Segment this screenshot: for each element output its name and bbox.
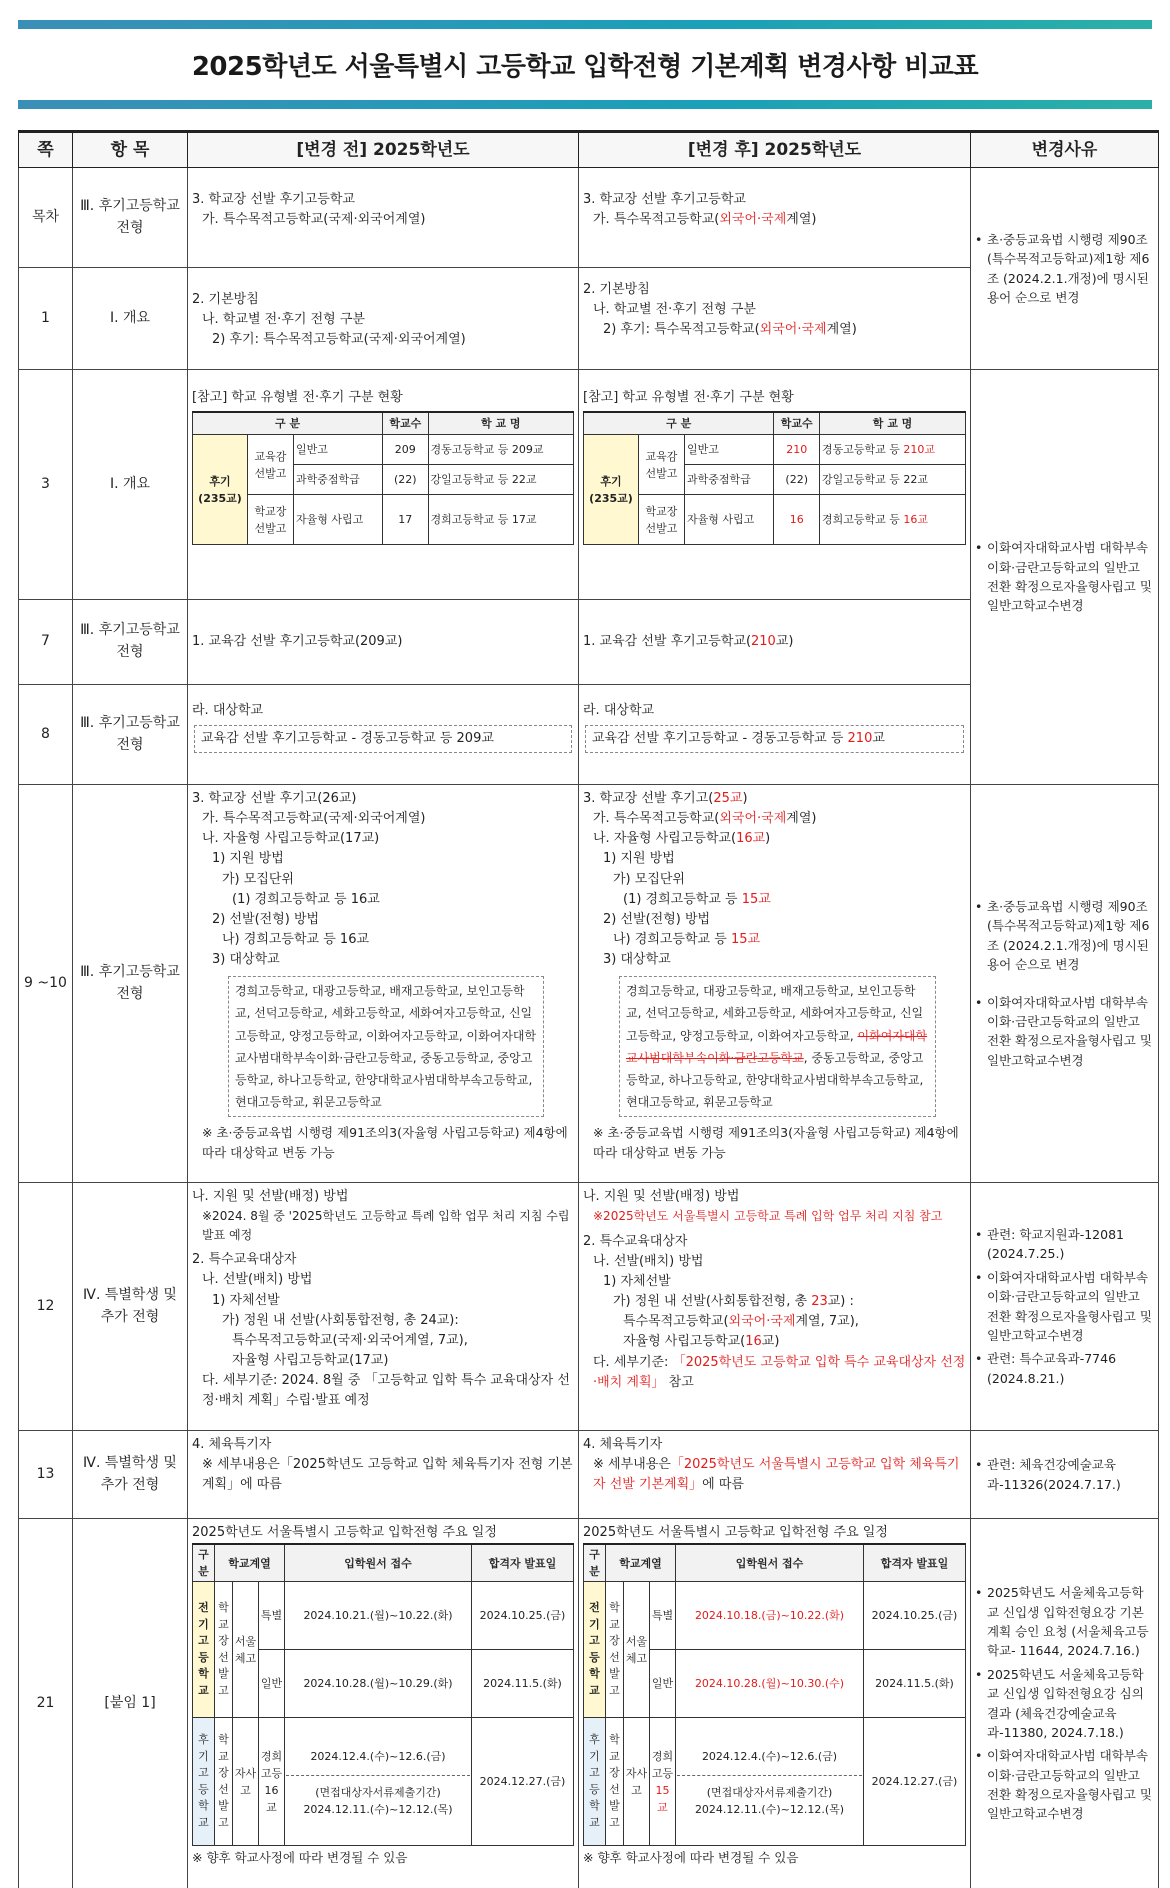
document-title: 2025학년도 서울특별시 고등학교 입학전형 기본계획 변경사항 비교표 <box>191 52 979 82</box>
reason-cell <box>971 1431 1159 1519</box>
row-3 <box>19 370 1159 600</box>
comparison-table <box>18 130 1159 1888</box>
row-12 <box>19 1183 1159 1431</box>
bottom-accent-bar <box>18 100 1152 109</box>
table-caption: 2025학년도 서울특별시 고등학교 입학전형 주요 일정 <box>583 1525 888 1540</box>
header-page: 쪽 <box>19 132 73 168</box>
text-line: 2. 기본방침 <box>583 282 650 297</box>
before-cell: 4. 체육특기자 ※ 세부내용은「2025학년도 고등학교 입학 체육특기자 전형 기본계획」에 따름 <box>188 1431 579 1519</box>
page-cell: 1 <box>19 268 73 370</box>
header-row <box>19 132 1159 168</box>
item-cell: Ⅰ. 개요 <box>73 370 188 600</box>
page-cell: 13 <box>19 1431 73 1519</box>
row-toc <box>19 168 1159 268</box>
header-before: [변경 전] 2025학년도 <box>188 132 579 168</box>
table-caption: [참고] 학교 유형별 전·후기 구분 현황 <box>583 390 794 405</box>
reason-item: • 2025학년도 서울체육고등학교 신입생 입학전형요강 기본계획 승인 요청 (서울체육고등학교- 11644, 2024.7.16.) <box>975 1583 1154 1661</box>
schedule-table: 구분 학교계열 입학원서 접수 합격자 발표일 전기고등학교 학교장선발고 서울체고 특별 2024.10.18.(금)~10.22.(화) 2024.10.25.(금) 일반 2024.10.28.(월)~10.30.(수) 2024.11.5.(화) 후기고등학교 학교장선발고 자사고 경희고등15교 2024.12.4.(수)~12.6.(금) (면접대상자서류제출기간) 2024.12.11.(수)~12.12.(목) 2024.12.27.(금) <box>583 1543 966 1846</box>
before-cell <box>188 168 579 268</box>
page-cell: 9 ~10 <box>19 785 73 1183</box>
row-13 <box>19 1431 1159 1519</box>
item-cell: Ⅲ. 후기고등학교 전형 <box>73 600 188 685</box>
item-cell: Ⅲ. 후기고등학교 전형 <box>73 785 188 1183</box>
before-cell: 3. 학교장 선발 후기고(26교) 가. 특수목적고등학교(국제·외국어계열) 나. 자율형 사립고등학교(17교) 1) 지원 방법 가) 모집단위 (1) 경희고등학교 등 16교 2) 선발(전형) 방법 나) 경희고등학교 등 16교 3) 대상학교 경희고등학교, 대광고등학교, 배재고등학교, 보인고등학교, 선덕고등학교, 세화고등학교, 세화여자고등학교, 신일고등학교, 양정고등학교, 이화여자고등학교, 이화여자대학교사범대학부속이화·금란고등학교, 중동고등학교, 중앙고등학교, 하나고등학교, 한양대학교사범대학부속고등학교, 현대고등학교, 휘문고등학교 ※ 초·중등교육법 시행령 제91조의3(자율형 사립고등학교) 제4항에 따라 대상학교 변동 가능 <box>188 785 579 1183</box>
after-cell: 4. 체육특기자 ※ 세부내용은「2025학년도 서울특별시 고등학교 입학 체육특기자 선발 기본계획」에 따름 <box>579 1431 971 1519</box>
text-line: 2. 기본방침 <box>192 292 259 307</box>
text-line: 3. 학교장 선발 후기고등학교 <box>583 192 746 207</box>
text-line: 라. 대상학교 <box>192 703 264 718</box>
page-cell: 8 <box>19 685 73 785</box>
reason-item: • 관련: 특수교육과-7746 (2024.8.21.) <box>975 1349 1154 1388</box>
note: ※ 초·중등교육법 시행령 제91조의3(자율형 사립고등학교) 제4항에 따라 대상학교 변동 가능 <box>593 1125 959 1160</box>
reason-cell <box>971 1519 1159 1888</box>
item-cell: Ⅳ. 특별학생 및 추가 전형 <box>73 1431 188 1519</box>
after-cell <box>579 370 971 600</box>
text-line: 3. 학교장 선발 후기고등학교 <box>192 192 355 207</box>
reason-item: • 이화여자대학교사범 대학부속이화·금란고등학교의 일반고 전환 확정으로자율형사립고 및 일반고학교수변경 <box>975 1746 1154 1824</box>
item-cell: Ⅰ. 개요 <box>73 268 188 370</box>
item-cell: Ⅲ. 후기고등학교 전형 <box>73 685 188 785</box>
before-cell <box>188 685 579 785</box>
text-line: 2) 후기: 특수목적고등학교(외국어·국제계열) <box>603 322 857 338</box>
table-caption: 2025학년도 서울특별시 고등학교 입학전형 주요 일정 <box>192 1525 497 1540</box>
text-line: 2) 후기: 특수목적고등학교(국제·외국어계열) <box>212 332 466 348</box>
page-cell: 3 <box>19 370 73 600</box>
text-line: 나. 학교별 전·후기 전형 구분 <box>202 312 365 328</box>
school-type-table: 구 분 학교수 학 교 명 후기 (235교) 교육감 선발고 일반고 209 경동고등학교 등 209교 과학중점학급 (22) 강일고등학교 등 22교 학교장 선발고 자율형 사립고 17 경희고등학교 등 17교 <box>192 411 574 545</box>
reason-item: • 관련: 학교지원과-12081 (2024.7.25.) <box>975 1225 1154 1264</box>
after-cell <box>579 685 971 785</box>
after-cell: 3. 학교장 선발 후기고(25교) 가. 특수목적고등학교(외국어·국제계열) 나. 자율형 사립고등학교(16교) 1) 지원 방법 가) 모집단위 (1) 경희고등학교 등 15교 2) 선발(전형) 방법 나) 경희고등학교 등 15교 3) 대상학교 경희고등학교, 대광고등학교, 배재고등학교, 보인고등학교, 선덕고등학교, 세화고등학교, 세화여자고등학교, 신일고등학교, 양정고등학교, 이화여자고등학교, 이화여자대학교사범대학부속이화·금란고등학교, 중동고등학교, 중앙고등학교, 하나고등학교, 한양대학교사범대학부속고등학교, 현대고등학교, 휘문고등학교 ※ 초·중등교육법 시행령 제91조의3(자율형 사립고등학교) 제4항에 따라 대상학교 변동 가능 <box>579 785 971 1183</box>
page-cell: 21 <box>19 1519 73 1888</box>
page-cell: 7 <box>19 600 73 685</box>
after-cell <box>579 1519 971 1888</box>
after-cell: 나. 지원 및 선발(배정) 방법 ※2025학년도 서울특별시 고등학교 특례 입학 업무 처리 지침 참고 2. 특수교육대상자 나. 선발(배치) 방법 1) 자체선발 가) 정원 내 선발(사회통합전형, 총 23교) : 특수목적고등학교(외국어·국제계열, 7교), 자율형 사립고등학교(16교) 다. 세부기준: 「2025학년도 고등학교 입학 특수 교육대상자 선정·배치 계획」 참고 <box>579 1183 971 1431</box>
row-21 <box>19 1519 1159 1888</box>
target-school-box: 교육감 선발 후기고등학교 - 경동고등학교 등 209교 <box>194 725 572 753</box>
reason-cell <box>971 785 1159 1183</box>
row-9-10 <box>19 785 1159 1183</box>
after-cell: 1. 교육감 선발 후기고등학교(210교) <box>579 600 971 685</box>
target-school-box: 교육감 선발 후기고등학교 - 경동고등학교 등 210교 <box>585 725 964 753</box>
before-cell <box>188 268 579 370</box>
item-cell: Ⅳ. 특별학생 및 추가 전형 <box>73 1183 188 1431</box>
school-type-table: 구 분 학교수 학 교 명 후기 (235교) 교육감 선발고 일반고 210 경동고등학교 등 210교 과학중점학급 (22) 강일고등학교 등 22교 학교장 선발고 자율형 사립고 16 경희고등학교 등 16교 <box>583 411 966 545</box>
reason-cell <box>971 168 1159 370</box>
page-cell: 12 <box>19 1183 73 1431</box>
reason-item: • 초·중등교육법 시행령 제90조(특수목적고등학교)제1항 제6조 (2024.2.1.개정)에 명시된 용어 순으로 변경 <box>975 897 1154 975</box>
header-reason: 변경사유 <box>971 132 1159 168</box>
reason-item: • 이화여자대학교사범 대학부속이화·금란고등학교의 일반고 전환 확정으로자율형사립고 및 일반고학교수변경 <box>975 1268 1154 1346</box>
header-item: 항 목 <box>73 132 188 168</box>
before-cell <box>188 1519 579 1888</box>
note: ※ 초·중등교육법 시행령 제91조의3(자율형 사립고등학교) 제4항에 따라 대상학교 변동 가능 <box>202 1125 568 1160</box>
reason-item: • 관련: 체육건강예술교육과-11326(2024.7.17.) <box>975 1455 1154 1494</box>
text-line: 라. 대상학교 <box>583 703 655 718</box>
top-accent-bar <box>18 20 1152 29</box>
note: ※ 향후 학교사정에 따라 변경될 수 있음 <box>192 1850 408 1866</box>
reason-item: • 초·중등교육법 시행령 제90조(특수목적고등학교)제1항 제6조 (2024.2.1.개정)에 명시된 용어 순으로 변경 <box>975 230 1154 308</box>
item-cell: [붙임 1] <box>73 1519 188 1888</box>
after-cell <box>579 268 971 370</box>
page-cell: 목차 <box>19 168 73 268</box>
text-line: 가. 특수목적고등학교(외국어·국제계열) <box>593 212 817 228</box>
school-list-box: 경희고등학교, 대광고등학교, 배재고등학교, 보인고등학교, 선덕고등학교, 세화고등학교, 세화여자고등학교, 신일고등학교, 양정고등학교, 이화여자고등학교, 이화여자대학교사범대학부속이화·금란고등학교, 중동고등학교, 중앙고등학교, 하나고등학교, 한양대학교사범대학부속고등학교, 현대고등학교, 휘문고등학교 <box>619 976 936 1117</box>
before-cell: 나. 지원 및 선발(배정) 방법 ※2024. 8월 중 '2025학년도 고등학교 특례 입학 업무 처리 지침 수립 발표 예정 2. 특수교육대상자 나. 선발(배치) 방법 1) 자체선발 가) 정원 내 선발(사회통합전형, 총 24교): 특수목적고등학교(국제·외국어계열, 7교), 자율형 사립고등학교(17교) 다. 세부기준: 2024. 8월 중 「고등학교 입학 특수 교육대상자 선정·배치 계획」수립·발표 예정 <box>188 1183 579 1431</box>
table-caption: [참고] 학교 유형별 전·후기 구분 현황 <box>192 390 403 405</box>
before-cell <box>188 370 579 600</box>
after-cell <box>579 168 971 268</box>
reason-cell <box>971 1183 1159 1431</box>
reason-item: • 이화여자대학교사범 대학부속이화·금란고등학교의 일반고 전환 확정으로자율형사립고 및 일반고학교수변경 <box>975 538 1154 616</box>
text-line: 가. 특수목적고등학교(국제·외국어계열) <box>202 212 426 228</box>
reason-cell <box>971 370 1159 785</box>
header-after: [변경 후] 2025학년도 <box>579 132 971 168</box>
school-list-box: 경희고등학교, 대광고등학교, 배재고등학교, 보인고등학교, 선덕고등학교, 세화고등학교, 세화여자고등학교, 신일고등학교, 양정고등학교, 이화여자고등학교, 이화여자대학교사범대학부속이화·금란고등학교, 중동고등학교, 중앙고등학교, 하나고등학교, 한양대학교사범대학부속고등학교, 현대고등학교, 휘문고등학교 <box>228 976 544 1117</box>
reason-item: • 2025학년도 서울체육고등학교 신입생 입학전형요강 심의 결과 (체육건강예술교육과-11380, 2024.7.18.) <box>975 1665 1154 1743</box>
reason-item: • 이화여자대학교사범 대학부속이화·금란고등학교의 일반고 전환 확정으로자율형사립고 및 일반고학교수변경 <box>975 993 1154 1071</box>
item-cell: Ⅲ. 후기고등학교 전형 <box>73 168 188 268</box>
text-line: 나. 학교별 전·후기 전형 구분 <box>593 302 756 318</box>
note: ※ 향후 학교사정에 따라 변경될 수 있음 <box>583 1850 799 1866</box>
before-cell: 1. 교육감 선발 후기고등학교(209교) <box>188 600 579 685</box>
schedule-table: 구분 학교계열 입학원서 접수 합격자 발표일 전기고등학교 학교장선발고 서울체고 특별 2024.10.21.(월)~10.22.(화) 2024.10.25.(금) 일반 2024.10.28.(월)~10.29.(화) 2024.11.5.(화) 후기고등학교 학교장선발고 자사고 경희고등16교 2024.12.4.(수)~12.6.(금) (면접대상자서류제출기간) 2024.12.11.(수)~12.12.(목) 2024.12.27.(금) <box>192 1543 574 1846</box>
